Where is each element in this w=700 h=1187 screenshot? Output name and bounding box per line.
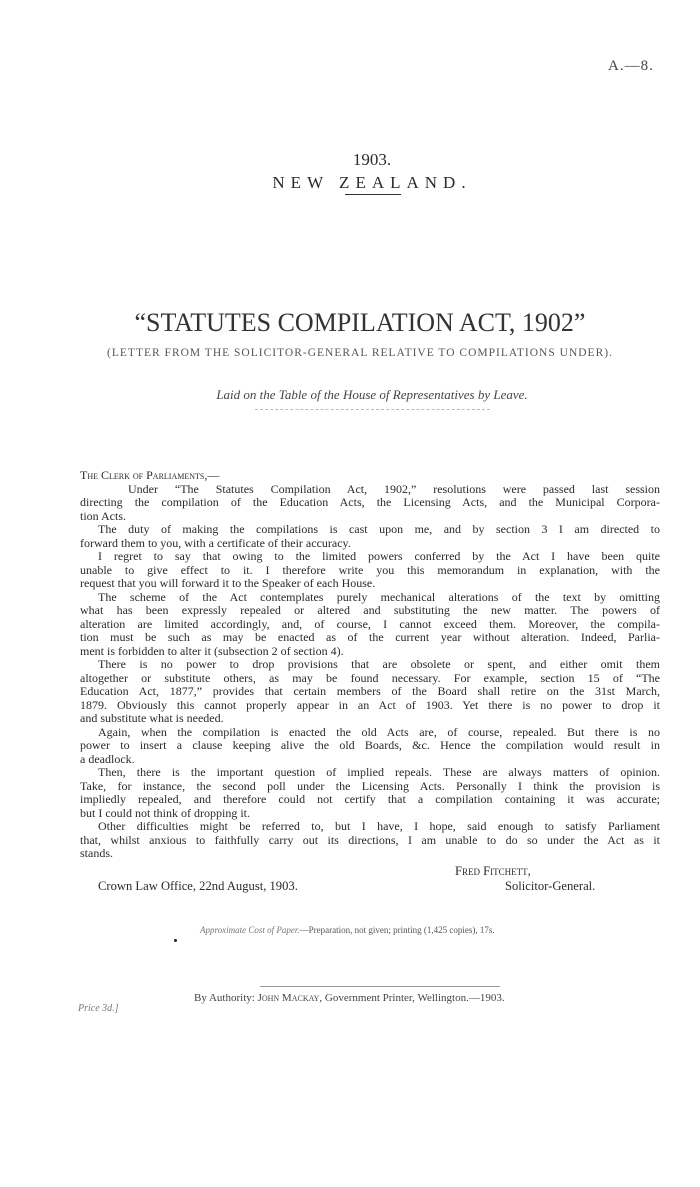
- paragraph: [80, 726, 660, 767]
- text-line: that, whilst anxious to faithfully carry out its directions, I am unable to do so under the Act as it: [80, 832, 660, 847]
- country-heading: NEW ZEALAND.: [272, 173, 472, 192]
- text-line: stands.: [80, 846, 113, 860]
- text-line: I regret to say that owing to the limited powers conferred by the Act I have been quite: [98, 549, 660, 563]
- paragraph: [80, 483, 660, 524]
- cost-note: [200, 925, 495, 935]
- text-line: directing the compilation of the Education Acts, the Licensing Acts, and the Municipal Corpora-: [80, 495, 660, 509]
- paragraph: [80, 591, 660, 659]
- text-line: altogether or substitute others, as may be found necessary. For example, section 15 of “The: [80, 670, 660, 685]
- year-heading: 1903.: [352, 150, 392, 169]
- text-line: a deadlock.: [80, 751, 135, 766]
- text-line: request that you will forward it to the Speaker of each House.: [80, 576, 376, 590]
- text-line: The scheme of the Act contemplates purely mechanical alterations of the text by omitting: [98, 589, 660, 604]
- text-line: The duty of making the compilations is cast upon me, and by section 3 I am directed to: [98, 522, 660, 536]
- paragraph: [80, 658, 660, 726]
- text-line: 1879. Obviously this cannot properly appear in an Act of 1903. Yet there is no power to drop it: [80, 697, 660, 712]
- paragraphs: [80, 483, 660, 861]
- document-reference: A.—8.: [608, 58, 654, 74]
- text-line: but I could not think of dropping it.: [80, 805, 250, 820]
- text-line: and substitute what is needed.: [80, 711, 224, 725]
- paragraph: [80, 766, 660, 820]
- salutation: The Clerk of Parliaments,—: [80, 468, 220, 482]
- divider: [255, 409, 490, 410]
- text-line: tion Acts.: [80, 508, 127, 523]
- printer-name: John Mackay: [257, 992, 320, 1004]
- text-line: unable to give effect to it. I therefore write you this memorandum in explanation, with the: [80, 562, 660, 577]
- dateline: Crown Law Office, 22nd August, 1903.: [98, 879, 298, 893]
- printer-imprint: [194, 992, 505, 1004]
- paragraph: [80, 550, 660, 591]
- text-line: Take, for instance, the second poll under the Licensing Acts. Personally I think the provision is: [80, 778, 660, 793]
- text-line: ment is forbidden to alter it (subsection 2 of section 4).: [80, 643, 344, 658]
- text-line: power to insert a clause keeping alive the old Boards, &c. Hence the compilation would result in: [80, 738, 660, 752]
- signer-name: Fred Fitchett,: [455, 864, 531, 878]
- text-line: tion must be such as may be enacted as of the current year without alteration. Indeed, Parlia-: [80, 630, 660, 644]
- cost-label: Approximate Cost of Paper.: [200, 925, 300, 935]
- price: Price 3d.]: [78, 1003, 119, 1014]
- text-line: Education Act, 1877,” provides that certain members of the Board shall retire on the 31st March,: [80, 684, 660, 698]
- text-line: Other difficulties might be referred to, but I have, I hope, said enough to satisfy Parliament: [98, 819, 660, 833]
- cost-text: —Preparation, not given; printing (1,425 copies), 17s.: [299, 925, 495, 935]
- document-subtitle: (LETTER FROM THE SOLICITOR-GENERAL RELATIVE TO COMPILATIONS UNDER).: [107, 347, 613, 359]
- imprint-suffix: , Government Printer, Wellington.—1903.: [319, 992, 505, 1004]
- text-line: forward them to you, with a certificate of their accuracy.: [80, 535, 351, 550]
- letter-body: [80, 469, 660, 861]
- text-line: Then, there is the important question of implied repeals. These are always matters of opinion.: [98, 765, 660, 779]
- text-line: alteration are limited accordingly, and, of course, I cannot exceed them. Moreover, the compila-: [80, 616, 660, 631]
- text-line: what has been expressly repealed or altered and substituting the new matter. The powers of: [80, 603, 660, 617]
- text-line: impliedly repealed, and therefore could not certify that a compilation containing it was accurate;: [80, 792, 660, 806]
- divider: [260, 986, 500, 987]
- text-line: Again, when the compilation is enacted the old Acts are, of course, repealed. But there is no: [98, 724, 660, 739]
- document-title: “STATUTES COMPILATION ACT, 1902”: [134, 308, 586, 337]
- signer-title: Solicitor-General.: [505, 879, 596, 893]
- text-line: Under “The Statutes Compilation Act, 1902,” resolutions were passed last session: [128, 481, 660, 496]
- text-line: There is no power to drop provisions that are obsolete or spent, and either omit them: [98, 657, 660, 671]
- imprint-prefix: By Authority:: [194, 992, 258, 1004]
- ink-dot: [174, 939, 177, 942]
- paragraph: [80, 523, 660, 550]
- divider: [345, 194, 401, 195]
- paragraph: [80, 820, 660, 861]
- laid-note: Laid on the Table of the House of Representatives by Leave.: [216, 387, 528, 402]
